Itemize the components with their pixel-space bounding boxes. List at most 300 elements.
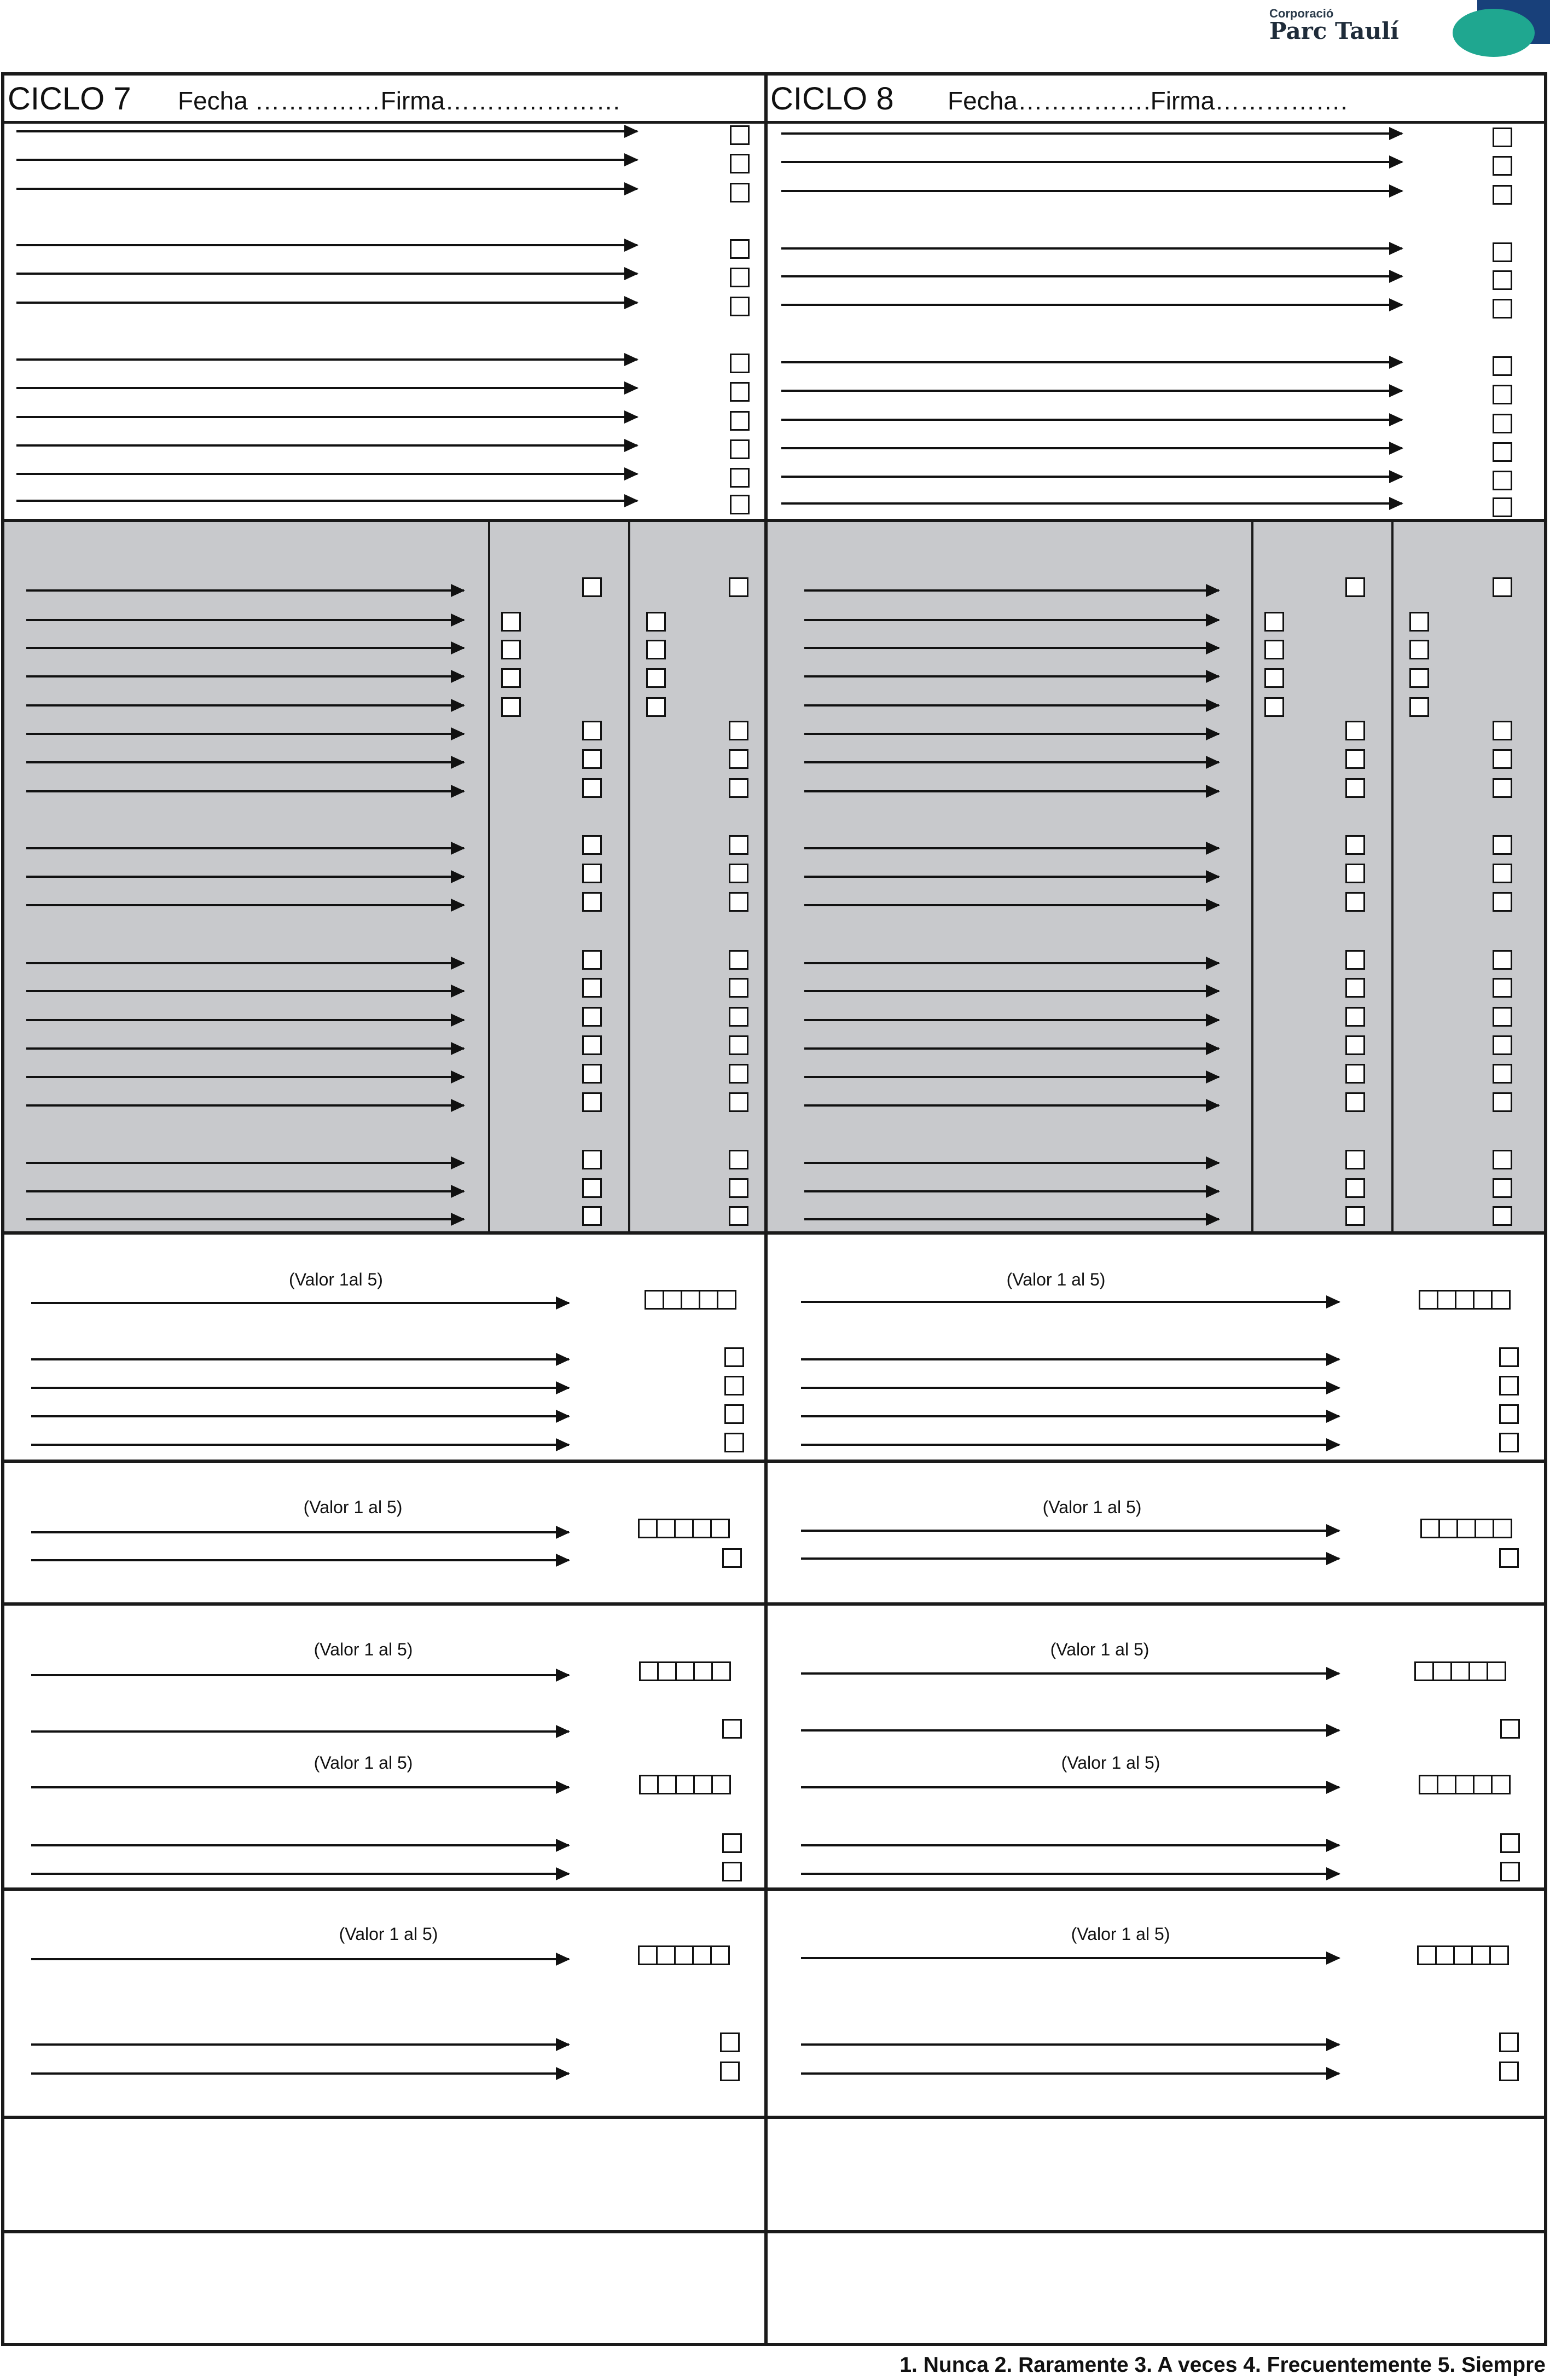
frame-bottom	[1, 2343, 1546, 2346]
scale-cell-2[interactable]	[1438, 1519, 1458, 1538]
c8-gray-checkbox-d-9[interactable]	[1493, 835, 1512, 855]
c7-gray-checkbox-b-14[interactable]	[582, 1007, 602, 1027]
cycle-8-fecha-firma[interactable]: Fecha…………….Firma…………….	[948, 86, 1348, 115]
c8-gray-checkbox-a-2[interactable]	[1264, 612, 1284, 632]
c7-s1-checkbox-3[interactable]	[730, 183, 750, 202]
c7-gray-arrow	[26, 1076, 464, 1078]
scale-cell-5[interactable]	[711, 1775, 731, 1794]
c7-gray-checkbox-b-17[interactable]	[582, 1092, 602, 1112]
c8-s1-checkbox-1[interactable]	[1493, 128, 1512, 147]
c7-gray-checkbox-b-9[interactable]	[582, 835, 602, 855]
parc-tauli-logo	[1269, 0, 1550, 59]
scale-cell-3[interactable]	[1450, 1661, 1470, 1681]
scale-cell-4[interactable]	[1468, 1661, 1488, 1681]
c8-gray-checkbox-b-16[interactable]	[1345, 1064, 1365, 1084]
c7-s5-scale-1to5-a[interactable]	[639, 1661, 731, 1681]
c7-s5-scale-1to5-b[interactable]	[639, 1775, 731, 1794]
c7-gray-checkbox-d-20[interactable]	[729, 1206, 748, 1226]
c7-gray-checkbox-d-8[interactable]	[729, 778, 748, 798]
c8-gray-checkbox-a-5[interactable]	[1264, 697, 1284, 717]
c8-gray-checkbox-b-15[interactable]	[1345, 1035, 1365, 1055]
c7-s1-arrow	[16, 387, 637, 389]
c8-gray-checkbox-d-15[interactable]	[1493, 1035, 1512, 1055]
c8-gray-checkbox-c-2[interactable]	[1409, 612, 1429, 632]
c8-s1-arrow	[781, 275, 1402, 277]
c8-gray-checkbox-b-17[interactable]	[1345, 1092, 1365, 1112]
scale-cell-4[interactable]	[693, 1775, 713, 1794]
scale-cell-1[interactable]	[1414, 1661, 1434, 1681]
c8-gray-checkbox-c-3[interactable]	[1409, 640, 1429, 659]
c8-gray-checkbox-b-13[interactable]	[1345, 978, 1365, 998]
cycle-8-title: CICLO 8	[770, 81, 894, 117]
c7-gray-checkbox-a-5[interactable]	[501, 697, 521, 717]
scale-cell-3[interactable]	[1455, 1775, 1474, 1794]
scale-cell-1[interactable]	[1420, 1519, 1440, 1538]
c8-s5-arrow-b	[801, 1844, 1339, 1846]
c7-s5-checkbox-1[interactable]	[722, 1719, 742, 1739]
c7-s1-checkbox-10[interactable]	[730, 439, 750, 459]
scale-cell-5[interactable]	[1491, 1775, 1511, 1794]
scale-cell-2[interactable]	[663, 1290, 682, 1310]
c8-s4-arrow-main	[801, 1530, 1339, 1532]
c8-s1-checkbox-6[interactable]	[1493, 299, 1512, 319]
c7-s1-arrow	[16, 244, 637, 246]
c7-s1-arrow	[16, 358, 637, 361]
c8-s4-valor-label: (Valor 1 al 5)	[1042, 1497, 1142, 1517]
c7-s1-checkbox-1[interactable]	[730, 125, 750, 145]
c7-gray-checkbox-b-12[interactable]	[582, 950, 602, 970]
scale-cell-4[interactable]	[1473, 1290, 1493, 1310]
c8-s3-checkbox-2[interactable]	[1499, 1376, 1519, 1395]
c7-s1-checkbox-9[interactable]	[730, 411, 750, 431]
c7-gray-checkbox-b-10[interactable]	[582, 864, 602, 883]
gray-col-divider-c7-b	[628, 522, 630, 1231]
c7-s3-checkbox-3[interactable]	[724, 1404, 744, 1424]
scale-cell-1[interactable]	[638, 1519, 658, 1538]
c7-s3-scale-1to5[interactable]	[645, 1290, 736, 1310]
c8-s4-scale-1to5[interactable]	[1420, 1519, 1512, 1538]
legend-scale: 1. Nunca 2. Raramente 3. A veces 4. Frecuentemente 5. Siempre	[899, 2353, 1546, 2377]
c7-gray-arrow	[26, 904, 464, 906]
c8-s3-arrow	[801, 1444, 1339, 1446]
c7-s4-checkbox-1[interactable]	[722, 1548, 742, 1568]
c7-gray-arrow	[26, 733, 464, 735]
c7-gray-checkbox-d-10[interactable]	[729, 864, 748, 883]
scale-cell-5[interactable]	[1487, 1661, 1506, 1681]
c7-gray-checkbox-c-5[interactable]	[646, 697, 666, 717]
c7-gray-arrow	[26, 1218, 464, 1220]
c7-gray-arrow	[26, 619, 464, 621]
c7-gray-checkbox-b-13[interactable]	[582, 978, 602, 998]
scale-cell-1[interactable]	[639, 1661, 659, 1681]
c7-s5-arrow-main-b	[31, 1786, 569, 1788]
c7-s3-checkbox-1[interactable]	[724, 1347, 744, 1367]
c8-s5-scale-1to5-a[interactable]	[1414, 1661, 1506, 1681]
section-divider-gray-bottom	[1, 1231, 1546, 1235]
c8-gray-arrow	[804, 1019, 1219, 1021]
c8-s5-arrow-main-b	[801, 1786, 1339, 1788]
scale-cell-3[interactable]	[675, 1661, 695, 1681]
c8-s5-checkbox-1[interactable]	[1500, 1719, 1520, 1739]
c8-s3-arrow-main	[801, 1301, 1339, 1303]
c7-gray-checkbox-b-6[interactable]	[582, 721, 602, 740]
frame-left	[1, 72, 4, 2346]
c8-gray-checkbox-b-11[interactable]	[1345, 892, 1365, 912]
c8-gray-checkbox-d-14[interactable]	[1493, 1007, 1512, 1027]
c8-gray-checkbox-b-20[interactable]	[1345, 1206, 1365, 1226]
c7-gray-arrow	[26, 1019, 464, 1021]
c7-s1-checkbox-5[interactable]	[730, 268, 750, 287]
c8-s6-scale-1to5[interactable]	[1417, 1945, 1509, 1965]
c7-s1-checkbox-7[interactable]	[730, 354, 750, 373]
c7-gray-arrow	[26, 647, 464, 649]
c7-gray-arrow	[26, 990, 464, 992]
c8-s6-valor-label: (Valor 1 al 5)	[1071, 1924, 1170, 1944]
scale-cell-1[interactable]	[639, 1775, 659, 1794]
section-divider-2	[1, 1460, 1546, 1463]
c7-s1-arrow	[16, 159, 637, 161]
c8-s6-checkbox-1[interactable]	[1499, 2032, 1519, 2052]
scale-cell-5[interactable]	[710, 1945, 730, 1965]
c7-s5-arrow-main-a	[31, 1674, 569, 1676]
c8-gray-checkbox-d-19[interactable]	[1493, 1178, 1512, 1198]
c7-s1-checkbox-6[interactable]	[730, 297, 750, 316]
c7-gray-arrow	[26, 847, 464, 849]
c8-s3-arrow	[801, 1387, 1339, 1389]
scale-cell-5[interactable]	[1491, 1290, 1511, 1310]
c8-gray-checkbox-b-7[interactable]	[1345, 749, 1365, 769]
c7-s1-arrow	[16, 273, 637, 275]
c7-gray-arrow	[26, 962, 464, 964]
c8-gray-checkbox-d-12[interactable]	[1493, 950, 1512, 970]
c8-gray-arrow	[804, 1190, 1219, 1192]
c7-gray-checkbox-a-4[interactable]	[501, 668, 521, 688]
gray-col-divider-c7-a	[488, 522, 490, 1231]
logo-mark-icon	[1444, 0, 1550, 59]
cycle-7-fecha-firma[interactable]: Fecha ……………Firma…………………	[178, 86, 622, 115]
scale-cell-3[interactable]	[675, 1775, 695, 1794]
c8-gray-arrow	[804, 704, 1219, 707]
scale-cell-1[interactable]	[1417, 1945, 1437, 1965]
c7-s1-checkbox-2[interactable]	[730, 154, 750, 173]
scale-cell-2[interactable]	[1432, 1661, 1452, 1681]
c8-gray-checkbox-d-20[interactable]	[1493, 1206, 1512, 1226]
c7-gray-arrow	[26, 675, 464, 677]
scale-cell-4[interactable]	[692, 1519, 712, 1538]
c7-gray-checkbox-d-17[interactable]	[729, 1092, 748, 1112]
c8-gray-arrow	[804, 962, 1219, 964]
c7-s1-checkbox-4[interactable]	[730, 239, 750, 259]
section-divider-3	[1, 1602, 1546, 1606]
c8-s1-checkbox-11[interactable]	[1493, 471, 1512, 490]
scale-cell-3[interactable]	[674, 1945, 694, 1965]
c8-gray-arrow	[804, 675, 1219, 677]
scale-cell-1[interactable]	[1419, 1775, 1438, 1794]
scale-cell-2[interactable]	[1437, 1775, 1456, 1794]
c7-gray-checkbox-d-15[interactable]	[729, 1035, 748, 1055]
scale-cell-2[interactable]	[1437, 1290, 1456, 1310]
c8-gray-checkbox-b-18[interactable]	[1345, 1150, 1365, 1169]
c8-s3-checkbox-1[interactable]	[1499, 1347, 1519, 1367]
gray-col-divider-c8-a	[1251, 522, 1253, 1231]
frame-right	[1544, 72, 1547, 2346]
scale-cell-1[interactable]	[1419, 1290, 1438, 1310]
c7-s3-arrow	[31, 1444, 569, 1446]
c8-s5-checkbox-3[interactable]	[1500, 1862, 1520, 1881]
c8-s1-arrow	[781, 132, 1402, 135]
c7-s1-arrow	[16, 188, 637, 190]
c7-s3-checkbox-4[interactable]	[724, 1433, 744, 1452]
c8-gray-checkbox-d-18[interactable]	[1493, 1150, 1512, 1169]
scale-cell-3[interactable]	[1453, 1945, 1473, 1965]
c8-s1-checkbox-4[interactable]	[1493, 242, 1512, 262]
scale-cell-4[interactable]	[1473, 1775, 1493, 1794]
c7-s6-valor-label: (Valor 1 al 5)	[339, 1924, 438, 1944]
c8-gray-checkbox-a-3[interactable]	[1264, 640, 1284, 659]
c8-gray-checkbox-d-6[interactable]	[1493, 721, 1512, 740]
c8-gray-checkbox-d-16[interactable]	[1493, 1064, 1512, 1084]
c7-gray-checkbox-d-9[interactable]	[729, 835, 748, 855]
c7-gray-checkbox-a-2[interactable]	[501, 612, 521, 632]
c7-gray-checkbox-b-16[interactable]	[582, 1064, 602, 1084]
c8-gray-arrow	[804, 733, 1219, 735]
frame-top	[1, 72, 1546, 76]
c8-gray-checkbox-c-4[interactable]	[1409, 668, 1429, 688]
c8-gray-arrow	[804, 647, 1219, 649]
c7-gray-arrow	[26, 1047, 464, 1050]
c7-s1-arrow	[16, 500, 637, 502]
c8-gray-arrow	[804, 1162, 1219, 1164]
c7-s1-arrow	[16, 444, 637, 447]
c7-gray-checkbox-b-1[interactable]	[582, 577, 602, 597]
c8-gray-arrow	[804, 589, 1219, 592]
c7-gray-checkbox-b-7[interactable]	[582, 749, 602, 769]
section-divider-5	[1, 2116, 1546, 2119]
c7-s1-arrow	[16, 302, 637, 304]
c8-gray-arrow	[804, 761, 1219, 763]
c7-s6-arrow-main	[31, 1958, 569, 1960]
c7-s1-checkbox-12[interactable]	[730, 495, 750, 514]
c7-gray-checkbox-d-16[interactable]	[729, 1064, 748, 1084]
c8-gray-checkbox-d-1[interactable]	[1493, 577, 1512, 597]
c7-s5-arrow-a	[31, 1730, 569, 1733]
scale-cell-1[interactable]	[645, 1290, 664, 1310]
c8-gray-checkbox-d-11[interactable]	[1493, 892, 1512, 912]
c7-gray-checkbox-d-11[interactable]	[729, 892, 748, 912]
scale-cell-1[interactable]	[638, 1945, 658, 1965]
c8-s1-checkbox-8[interactable]	[1493, 385, 1512, 404]
gray-col-divider-c8-b	[1391, 522, 1394, 1231]
c8-s6-checkbox-2[interactable]	[1499, 2061, 1519, 2081]
c7-gray-checkbox-d-1[interactable]	[729, 577, 748, 597]
c7-gray-checkbox-b-8[interactable]	[582, 778, 602, 798]
c7-gray-arrow	[26, 1190, 464, 1192]
scale-cell-5[interactable]	[1489, 1945, 1509, 1965]
c7-s5-checkbox-2[interactable]	[722, 1833, 742, 1853]
c8-gray-arrow	[804, 990, 1219, 992]
c8-s1-arrow	[781, 476, 1402, 478]
c7-gray-checkbox-b-15[interactable]	[582, 1035, 602, 1055]
c8-s5-arrow-b	[801, 1873, 1339, 1875]
scale-cell-3[interactable]	[681, 1290, 700, 1310]
c8-s3-arrow	[801, 1358, 1339, 1360]
c7-gray-checkbox-d-19[interactable]	[729, 1178, 748, 1198]
c8-gray-arrow	[804, 790, 1219, 792]
c8-s1-checkbox-7[interactable]	[1493, 356, 1512, 376]
section-divider-6	[1, 2230, 1546, 2233]
scale-cell-3[interactable]	[1456, 1519, 1476, 1538]
c7-gray-checkbox-b-19[interactable]	[582, 1178, 602, 1198]
scale-cell-2[interactable]	[656, 1945, 676, 1965]
c7-gray-checkbox-c-4[interactable]	[646, 668, 666, 688]
c8-s1-arrow	[781, 502, 1402, 505]
c8-s1-arrow	[781, 247, 1402, 250]
logo-line1: Corporació	[1269, 7, 1334, 20]
c7-gray-checkbox-d-18[interactable]	[729, 1150, 748, 1169]
c8-s5-valor-label-b: (Valor 1 al 5)	[1061, 1753, 1160, 1773]
scale-cell-3[interactable]	[674, 1519, 694, 1538]
c7-s6-arrow	[31, 2072, 569, 2075]
c7-s5-valor-label-a: (Valor 1 al 5)	[314, 1640, 413, 1659]
c8-s1-arrow	[781, 390, 1402, 392]
c8-gray-checkbox-d-17[interactable]	[1493, 1092, 1512, 1112]
c8-s1-arrow	[781, 361, 1402, 363]
scale-cell-5[interactable]	[710, 1519, 730, 1538]
c8-s5-checkbox-2[interactable]	[1500, 1833, 1520, 1853]
c7-s5-valor-label-b: (Valor 1 al 5)	[314, 1753, 413, 1773]
c7-s3-arrow	[31, 1358, 569, 1360]
c7-gray-arrow	[26, 1162, 464, 1164]
scale-cell-4[interactable]	[1474, 1519, 1494, 1538]
c7-s1-arrow	[16, 473, 637, 475]
c8-gray-checkbox-d-8[interactable]	[1493, 778, 1512, 798]
c8-s3-checkbox-4[interactable]	[1499, 1433, 1519, 1452]
c7-s6-scale-1to5[interactable]	[638, 1945, 730, 1965]
c7-gray-arrow	[26, 876, 464, 878]
c7-gray-checkbox-b-18[interactable]	[582, 1150, 602, 1169]
c8-s1-arrow	[781, 419, 1402, 421]
c7-s4-scale-1to5[interactable]	[638, 1519, 730, 1538]
c7-gray-checkbox-b-11[interactable]	[582, 892, 602, 912]
scale-cell-2[interactable]	[1435, 1945, 1455, 1965]
scale-cell-4[interactable]	[699, 1290, 718, 1310]
c7-gray-checkbox-c-2[interactable]	[646, 612, 666, 632]
c8-gray-checkbox-b-10[interactable]	[1345, 864, 1365, 883]
scale-cell-5[interactable]	[717, 1290, 736, 1310]
c7-s4-arrow	[31, 1559, 569, 1561]
scale-cell-2[interactable]	[656, 1519, 676, 1538]
c8-s5-valor-label-a: (Valor 1 al 5)	[1050, 1640, 1150, 1659]
c8-s3-scale-1to5[interactable]	[1419, 1290, 1511, 1310]
c7-gray-arrow	[26, 1104, 464, 1107]
center-divider	[764, 72, 768, 2346]
c7-s4-arrow-main	[31, 1531, 569, 1533]
c7-s3-checkbox-2[interactable]	[724, 1376, 744, 1395]
c7-s6-checkbox-2[interactable]	[720, 2061, 740, 2081]
c7-s6-checkbox-1[interactable]	[720, 2032, 740, 2052]
scale-cell-4[interactable]	[692, 1945, 712, 1965]
c8-s6-arrow	[801, 2043, 1339, 2046]
c8-gray-checkbox-d-13[interactable]	[1493, 978, 1512, 998]
scale-cell-3[interactable]	[1455, 1290, 1474, 1310]
c8-s5-scale-1to5-b[interactable]	[1419, 1775, 1511, 1794]
c8-s1-checkbox-9[interactable]	[1493, 414, 1512, 433]
c8-s1-arrow	[781, 161, 1402, 163]
c8-gray-checkbox-b-12[interactable]	[1345, 950, 1365, 970]
c8-s1-checkbox-3[interactable]	[1493, 185, 1512, 205]
c8-gray-arrow	[804, 1218, 1219, 1220]
c8-gray-checkbox-b-19[interactable]	[1345, 1178, 1365, 1198]
c7-gray-checkbox-d-6[interactable]	[729, 721, 748, 740]
c8-gray-checkbox-b-6[interactable]	[1345, 721, 1365, 740]
c8-s1-checkbox-10[interactable]	[1493, 442, 1512, 462]
c8-gray-checkbox-b-1[interactable]	[1345, 577, 1365, 597]
c8-s5-arrow-a	[801, 1729, 1339, 1732]
c7-gray-checkbox-a-3[interactable]	[501, 640, 521, 659]
c8-gray-checkbox-c-5[interactable]	[1409, 697, 1429, 717]
c8-gray-checkbox-a-4[interactable]	[1264, 668, 1284, 688]
c7-gray-checkbox-d-13[interactable]	[729, 978, 748, 998]
c7-s5-arrow-b	[31, 1873, 569, 1875]
c8-gray-arrow	[804, 619, 1219, 621]
scale-cell-4[interactable]	[693, 1661, 713, 1681]
c7-gray-checkbox-d-14[interactable]	[729, 1007, 748, 1027]
c8-gray-checkbox-b-8[interactable]	[1345, 778, 1365, 798]
c8-gray-arrow	[804, 1104, 1219, 1107]
c8-s5-arrow-main-a	[801, 1672, 1339, 1675]
header-divider	[1, 121, 1546, 124]
c7-gray-arrow	[26, 589, 464, 592]
c8-s4-checkbox-1[interactable]	[1499, 1548, 1519, 1568]
c7-s3-arrow-main	[31, 1302, 569, 1304]
c8-s1-checkbox-12[interactable]	[1493, 497, 1512, 517]
c8-gray-arrow	[804, 1047, 1219, 1050]
c8-s1-checkbox-5[interactable]	[1493, 270, 1512, 290]
c7-s1-checkbox-8[interactable]	[730, 382, 750, 402]
section-divider-gray-top	[1, 519, 1546, 522]
c8-s1-checkbox-2[interactable]	[1493, 156, 1512, 176]
c8-s1-arrow	[781, 190, 1402, 192]
c7-s5-checkbox-3[interactable]	[722, 1862, 742, 1881]
scale-cell-5[interactable]	[1493, 1519, 1512, 1538]
c8-s6-arrow-main	[801, 1957, 1339, 1959]
c7-s3-arrow	[31, 1415, 569, 1417]
logo-line2: Parc Taulí	[1269, 18, 1399, 44]
c7-gray-checkbox-b-20[interactable]	[582, 1206, 602, 1226]
c8-gray-arrow	[804, 1076, 1219, 1078]
c8-gray-arrow	[804, 904, 1219, 906]
c7-s1-arrow	[16, 416, 637, 418]
scale-cell-2[interactable]	[657, 1775, 677, 1794]
c7-gray-checkbox-c-3[interactable]	[646, 640, 666, 659]
c8-gray-arrow	[804, 876, 1219, 878]
c7-s1-checkbox-11[interactable]	[730, 468, 750, 488]
c8-gray-checkbox-b-14[interactable]	[1345, 1007, 1365, 1027]
c8-s3-checkbox-3[interactable]	[1499, 1404, 1519, 1424]
scale-cell-5[interactable]	[711, 1661, 731, 1681]
scale-cell-4[interactable]	[1471, 1945, 1491, 1965]
c8-gray-checkbox-d-7[interactable]	[1493, 749, 1512, 769]
scale-cell-2[interactable]	[657, 1661, 677, 1681]
c8-s3-arrow	[801, 1415, 1339, 1417]
c7-s3-valor-label: (Valor 1al 5)	[289, 1270, 383, 1289]
c8-s1-arrow	[781, 304, 1402, 306]
c8-gray-checkbox-d-10[interactable]	[1493, 864, 1512, 883]
c8-gray-checkbox-b-9[interactable]	[1345, 835, 1365, 855]
c7-s1-arrow	[16, 130, 637, 132]
c7-gray-checkbox-d-12[interactable]	[729, 950, 748, 970]
c7-gray-checkbox-d-7[interactable]	[729, 749, 748, 769]
